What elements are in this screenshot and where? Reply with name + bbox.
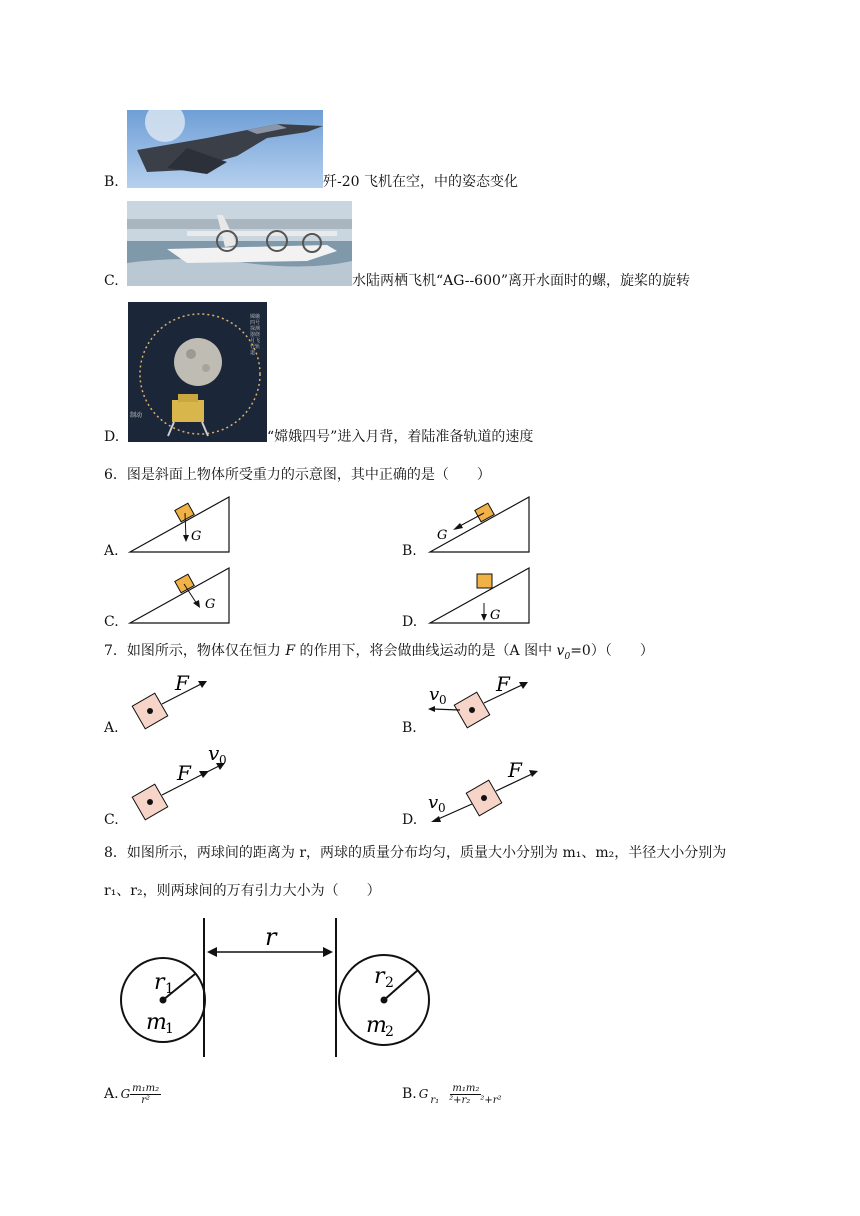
q7-diagram-b <box>424 672 534 734</box>
q6-option-d-letter: D. <box>402 614 418 630</box>
q8-m1-label: m <box>146 1010 167 1035</box>
q6-c-g-label: G <box>205 597 216 612</box>
q6-diagram-b <box>425 495 535 555</box>
q7-c-v-label: v <box>208 741 220 765</box>
photo-d-side-text: 嫦娥四号探测器绕月飞行轨道 <box>250 314 261 356</box>
q8-r1-label: r <box>154 970 165 995</box>
q5-option-b-caption: 歼-20 飞机在空，中的姿态变化 <box>323 174 518 190</box>
q5-option-c-caption: 水陆两栖飞机“AG--600”离开水面时的螺，旋桨的旋转 <box>352 273 691 289</box>
q5-option-c-letter: C. <box>104 273 119 289</box>
q6-d-g-label: G <box>490 608 501 623</box>
q7-a-f-label: F <box>175 671 189 695</box>
q6-option-a-letter: A. <box>104 543 119 559</box>
q8-option-a-g: G <box>120 1087 131 1101</box>
q6-diagram-c <box>125 566 235 626</box>
q7-b-f-label: F <box>496 672 510 696</box>
q7-option-d-letter: D. <box>402 812 418 828</box>
q7-stem-v-sub: 0 <box>564 651 571 662</box>
j20-jet-photo <box>127 110 323 188</box>
q7-d-v-sub: 0 <box>438 801 446 815</box>
q6-stem: 6．图是斜面上物体所受重力的示意图，其中正确的是（ ） <box>104 467 491 483</box>
q6-diagram-d <box>425 566 535 626</box>
q7-option-c-letter: C. <box>104 812 119 828</box>
q8-option-b <box>402 1080 504 1108</box>
q8-distance-label: r <box>265 923 277 951</box>
q7-diagram-c <box>125 740 235 830</box>
q8-option-b-den: r₁ ²+r₂ ²+r² <box>430 1094 502 1106</box>
q6-option-c-letter: C. <box>104 614 119 630</box>
q8-m2-sub: 2 <box>385 1024 394 1040</box>
q8-option-b-letter: B. <box>402 1086 417 1102</box>
ag600-seaplane-photo <box>127 201 352 286</box>
q8-option-a-letter: A. <box>104 1086 119 1102</box>
q7-c-v-sub: 0 <box>219 753 227 767</box>
q6-a-g-label: G <box>191 529 202 544</box>
q8-two-spheres-diagram <box>115 912 445 1062</box>
q6-b-g-label: G <box>437 528 448 543</box>
q8-option-b-num: m₁m₂ <box>452 1082 480 1094</box>
q7-stem-f: F <box>285 643 296 659</box>
q7-c-f-label: F <box>177 761 191 785</box>
q8-m2-label: m <box>366 1013 387 1038</box>
q7-diagram-a <box>125 668 225 738</box>
change4-lunar-photo <box>128 302 267 442</box>
q8-option-a-num: m₁m₂ <box>132 1082 160 1094</box>
q5-option-b-letter: B. <box>104 174 119 190</box>
q7-d-f-label: F <box>508 758 522 782</box>
q7-stem <box>104 642 654 666</box>
q7-b-v-sub: 0 <box>439 693 447 707</box>
q8-stem-line2: r₁、r₂，则两球间的万有引力大小为（ ） <box>104 883 381 899</box>
q7-stem-pre: 7．如图所示，物体仅在恒力 <box>104 643 286 659</box>
q7-stem-v: v <box>556 643 565 659</box>
q8-option-b-fraction <box>428 1083 503 1106</box>
q8-r2-label: r <box>374 964 385 989</box>
q8-option-a <box>104 1080 161 1108</box>
q8-m1-sub: 1 <box>165 1021 174 1037</box>
q5-option-d-letter: D. <box>104 429 120 445</box>
q7-option-b-letter: B. <box>402 720 417 736</box>
q8-option-b-g: G <box>418 1087 429 1101</box>
q7-d-v-label: v <box>428 792 439 813</box>
q5-option-d-caption: “嫦娥四号”进入月背，着陆准备轨道的速度 <box>267 429 534 445</box>
q7-stem-mid: 的作用下，将会做曲线运动的是（A 图中 <box>295 643 557 659</box>
q8-r1-sub: 1 <box>165 981 174 997</box>
q8-stem-line1: 8．如图所示，两球间的距离为 r，两球的质量分布均匀，质量大小分别为 m₁、m₂，半径大小分别为 <box>104 845 727 861</box>
q8-r2-sub: 2 <box>385 975 394 991</box>
photo-d-corner-text: 制动 <box>130 412 143 419</box>
q6-option-b-letter: B. <box>402 543 417 559</box>
q6-diagram-a <box>125 495 235 555</box>
q7-stem-post: =0）（ ） <box>570 643 654 659</box>
q7-diagram-d <box>424 756 544 828</box>
q7-b-v-label: v <box>429 684 440 705</box>
q7-option-a-letter: A. <box>104 720 119 736</box>
q8-option-a-fraction <box>130 1083 161 1106</box>
q8-option-a-den: r² <box>141 1094 151 1106</box>
